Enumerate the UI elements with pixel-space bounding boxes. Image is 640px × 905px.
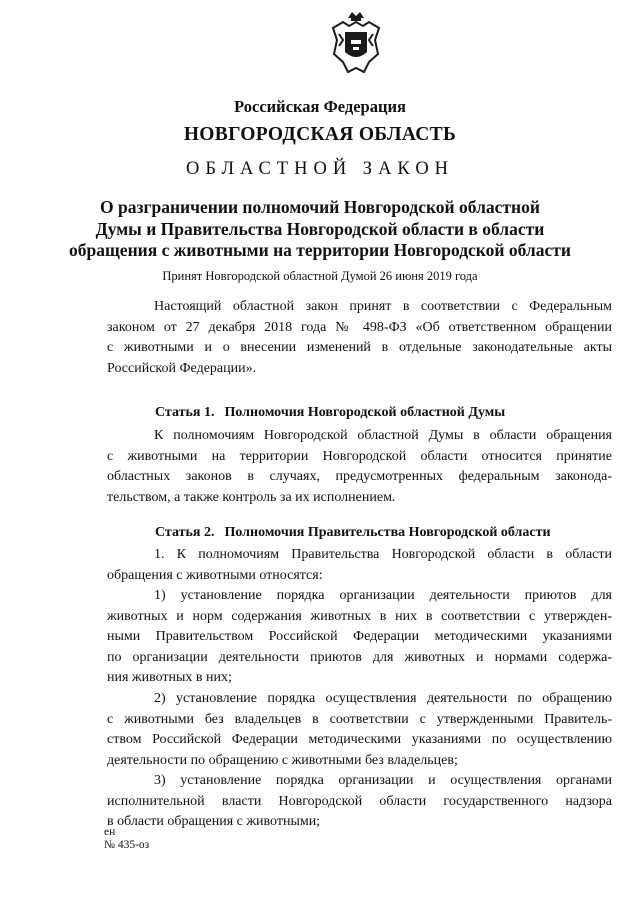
text-line: ством Российской Федерации методическими указаниями по осуществлению — [107, 732, 612, 748]
article-2-number: Статья 2. — [155, 525, 215, 540]
adoption-note: Принят Новгородской областной Думой 26 июня 2019 года — [162, 269, 478, 283]
text-line: с животными на территории Новгородской области относится принятие — [107, 448, 612, 464]
federation-label: Российская Федерация — [234, 97, 406, 116]
text-line: областных законов в случаях, предусмотренных федеральным законода- — [107, 469, 612, 485]
text-line: ными Правительством Российской Федерации методическими указаниями — [107, 629, 612, 645]
title-line: обращения с животными на территории Новгородской области — [69, 240, 571, 260]
title-line: Думы и Правительства Новгородской области в области — [95, 218, 545, 239]
text-line: 1) установление порядка организации деятельности приютов для — [154, 588, 612, 603]
text-line: деятельности по обращению с животными без владельцев; — [107, 752, 458, 768]
footer-number: № 435-оз — [104, 839, 150, 851]
article-2-intro — [107, 545, 612, 586]
coat-of-arms-icon — [329, 10, 383, 76]
article-2-title: Полномочия Правительства Новгородской области — [224, 525, 551, 540]
article-1-number: Статья 1. — [155, 405, 215, 420]
article-2-item-1 — [107, 586, 612, 689]
text-line: 1. К полномочиям Правительства Новгородской области в области — [154, 547, 612, 562]
preamble-paragraph — [107, 297, 612, 379]
footer-initials: ен — [104, 826, 116, 838]
text-line: с животными без владельцев в соответствии с утвержденными Правитель- — [107, 711, 612, 727]
text-line: тельством, а также контроль за их исполнением. — [107, 489, 396, 505]
text-line: К полномочиям Новгородской областной Думы в области обращения — [154, 428, 612, 443]
text-line: Российской Федерации». — [107, 360, 257, 376]
title-line: О разграничении полномочий Новгородской областной — [100, 197, 540, 217]
region-label: НОВГОРОДСКАЯ ОБЛАСТЬ — [183, 124, 457, 145]
text-line: с животными и о внесении изменений в отдельные законодательные акты — [107, 340, 612, 356]
text-line: ния животных в них; — [107, 670, 232, 686]
document-footer — [104, 826, 149, 852]
text-line: исполнительной власти Новгородской области государственного надзора — [107, 793, 612, 809]
law-title — [0, 197, 640, 262]
article-2-heading — [155, 525, 551, 541]
text-line: 3) установление порядка организации и осуществления органами — [154, 773, 612, 788]
article-2-item-3 — [107, 771, 612, 833]
text-line: обращения с животными относятся: — [107, 567, 323, 583]
law-type-label: ОБЛАСТНОЙ ЗАКОН — [185, 159, 455, 179]
text-line: по организации деятельности приютов для животных и нормами содержа- — [107, 649, 612, 665]
article-2-item-2 — [107, 689, 612, 771]
text-line: животных и норм содержания животных в них в соответствии с утвержден- — [107, 608, 612, 624]
text-line: законом от 27 декабря 2018 года № 498-ФЗ «Об ответственном обращении — [107, 319, 612, 335]
text-line: Настоящий областной закон принят в соответствии с Федеральным — [154, 299, 612, 314]
text-line: 2) установление порядка осуществления деятельности по обращению — [154, 691, 612, 706]
article-1-heading — [155, 405, 505, 421]
article-1-title: Полномочия Новгородской областной Думы — [224, 405, 506, 420]
article-1-paragraph — [107, 426, 612, 508]
text-line: в области обращения с животными; — [107, 814, 321, 830]
